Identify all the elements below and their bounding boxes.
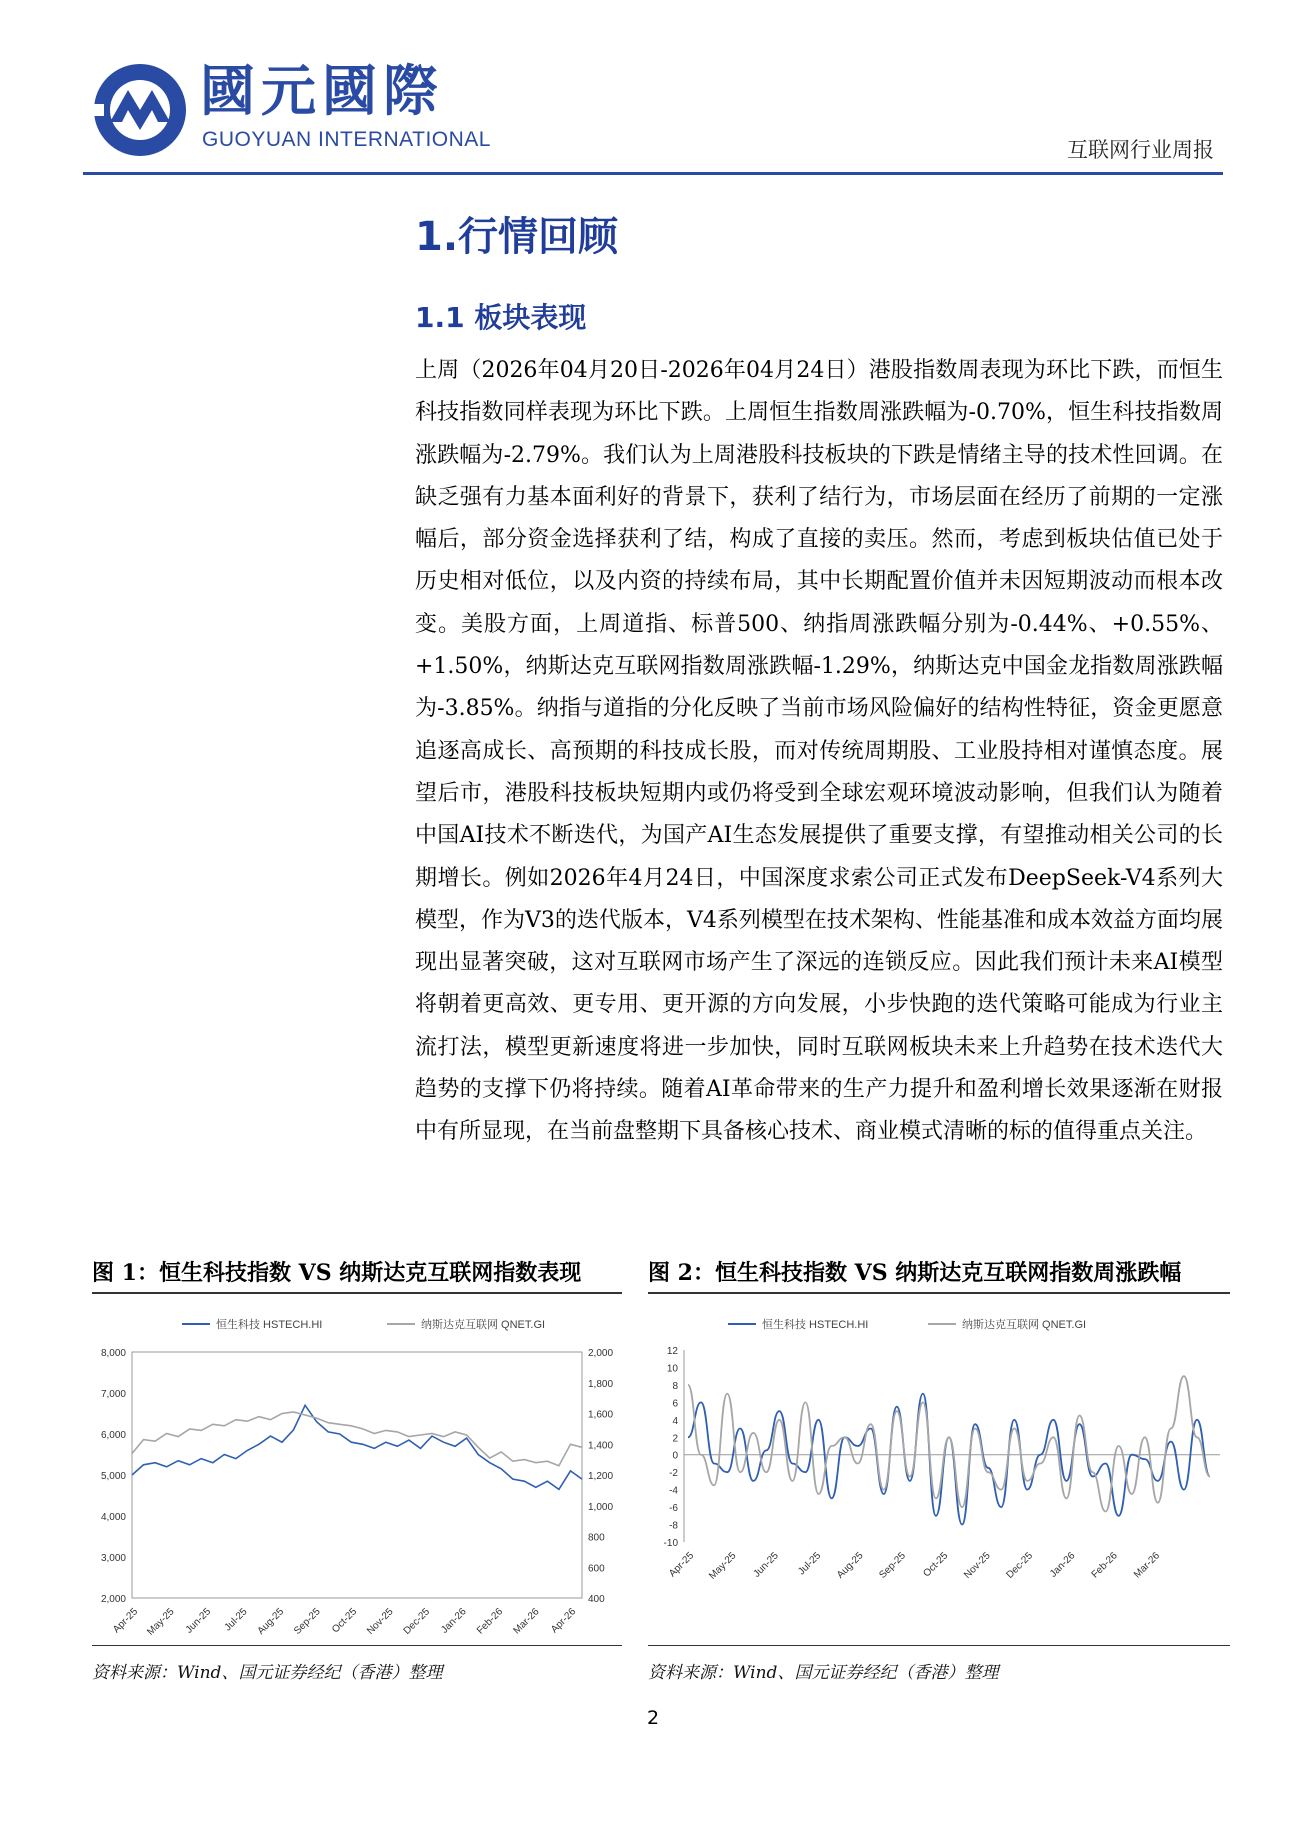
x-tick-label: Feb-26 xyxy=(1089,1550,1120,1581)
x-tick-label: Apr-25 xyxy=(111,1606,141,1636)
y-tick-label: 0 xyxy=(672,1450,678,1462)
x-tick-label: Jun-25 xyxy=(183,1606,214,1636)
y-tick-label: 10 xyxy=(666,1363,678,1375)
y-tick-label: 12 xyxy=(666,1346,678,1357)
figure-1-bottom-rule xyxy=(92,1645,622,1646)
y-right-tick-label: 1,200 xyxy=(588,1471,614,1482)
body-paragraph: 上周（2026年04月20日-2026年04月24日）港股指数周表现为环比下跌，而恒生科技指数同样表现为环比下跌。上周恒生指数周涨跌幅为-0.70%，恒生科技指数周涨跌幅为-2.79%。我们认为上周港股科技板块的下跌是情绪主导的技术性回调。在缺乏强有力基本面利好的背景下，获利了结行为，市场层面在经历了前期的一定涨幅后，部分资金选择获利了结，构成了直接的卖压。然而，考虑到板块估值已处于历史相对低位，以及内资的持续布局，其中长期配置价值并未因短期波动而根本改变。美股方面，上周道指、标普500、纳指周涨跌幅分别为-0.44%、+0.55%、+1.50%，纳斯达克互联网指数周涨跌幅-1.29%，纳斯达克中国金龙指数周涨跌幅为-3.85%。纳指与道指的分化反映了当前市场风险偏好的结构性特征，资金更愿意追逐高成长、高预期的科技成长股，而对传统周期股、工业股持相对谨慎态度。展望后市，港股科技板块短期内或仍将受到全球宏观环境波动影响，但我们认为随着中国AI技术不断迭代，为国产AI生态发展提供了重要支撑，有望推动相关公司的长期增长。例如2026年4月24日，中国深度求索公司正式发布DeepSeek-V4系列大模型，作为V3的迭代版本，V4系列模型在技术架构、性能基准和成本效益方面均展现出显著突破，这对互联网市场产生了深远的连锁反应。因此我们预计未来AI模型将朝着更高效、更专用、更开源的方向发展，小步快跑的迭代策略可能成为行业主流打法，模型更新速度将进一步加快，同时互联网板块未来上升趋势在技术迭代大趋势的支撑下仍将持续。随着AI革命带来的生产力提升和盈利增长效果逐渐在财报中有所显现，在当前盘整期下具备核心技术、商业模式清晰的标的值得重点关注。 xyxy=(415,358,1223,1145)
figure-2-caption: 图 2：恒生科技指数 VS 纳斯达克互联网指数周涨跌幅 xyxy=(648,1260,1182,1286)
x-tick-label: Aug-25 xyxy=(834,1550,866,1581)
x-tick-label: Sep-25 xyxy=(877,1550,908,1581)
x-tick-label: May-25 xyxy=(145,1606,177,1638)
y-tick-label: 8 xyxy=(672,1380,678,1392)
guoyuan-logo-icon xyxy=(90,60,190,160)
legend-label-1: 纳斯达克互联网 QNET.GI xyxy=(962,1319,1087,1331)
x-tick-label: Oct-25 xyxy=(921,1550,951,1580)
figure-2-bottom-rule xyxy=(648,1645,1230,1646)
y-right-tick-label: 800 xyxy=(588,1532,605,1544)
x-tick-label: Jul-25 xyxy=(222,1606,250,1634)
figure-2-top-rule xyxy=(648,1292,1230,1294)
y-right-tick-label: 1,400 xyxy=(588,1440,614,1452)
x-tick-label: Apr-25 xyxy=(667,1550,697,1580)
x-tick-label: Jul-25 xyxy=(796,1550,824,1578)
x-tick-label: Mar-26 xyxy=(511,1606,542,1637)
y-tick-label: 2 xyxy=(672,1433,678,1445)
figure-1-caption: 图 1：恒生科技指数 VS 纳斯达克互联网指数表现 xyxy=(92,1260,582,1286)
y-left-tick-label: 8,000 xyxy=(100,1348,126,1359)
x-tick-label: Sep-25 xyxy=(292,1606,323,1637)
y-right-tick-label: 1,800 xyxy=(588,1378,614,1390)
y-left-tick-label: 5,000 xyxy=(100,1471,126,1482)
x-tick-label: Nov-25 xyxy=(365,1606,396,1637)
series-line-0 xyxy=(688,1394,1210,1525)
y-tick-label: -2 xyxy=(669,1468,678,1480)
y-left-tick-label: 3,000 xyxy=(100,1553,126,1564)
y-left-tick-label: 7,000 xyxy=(100,1389,126,1400)
series-line-1 xyxy=(132,1412,582,1466)
x-tick-label: Jun-25 xyxy=(751,1550,781,1580)
x-tick-label: Aug-25 xyxy=(255,1606,287,1637)
subsection-title: 1.1 板块表现 xyxy=(415,301,587,334)
x-tick-label: Dec-25 xyxy=(1004,1550,1036,1581)
x-tick-label: Oct-25 xyxy=(330,1606,360,1636)
y-right-tick-label: 1,600 xyxy=(588,1409,614,1421)
figure-1-chart xyxy=(92,1300,622,1640)
legend-label-1: 纳斯达克互联网 QNET.GI xyxy=(421,1319,546,1331)
y-left-tick-label: 6,000 xyxy=(100,1430,126,1441)
y-left-tick-label: 2,000 xyxy=(100,1594,126,1605)
x-tick-label: Dec-25 xyxy=(401,1606,433,1637)
header-divider xyxy=(83,172,1223,175)
y-tick-label: -6 xyxy=(669,1503,678,1515)
y-tick-label: -10 xyxy=(663,1538,678,1549)
y-tick-label: 6 xyxy=(672,1398,678,1410)
x-tick-label: Apr-26 xyxy=(549,1606,579,1636)
y-left-tick-label: 4,000 xyxy=(100,1512,126,1523)
x-tick-label: Nov-25 xyxy=(962,1550,993,1581)
plot-area-frame xyxy=(132,1352,582,1598)
x-tick-label: Mar-26 xyxy=(1131,1550,1163,1581)
logo-english-text: GUOYUAN INTERNATIONAL xyxy=(202,128,491,151)
figure-2-source: 资料来源：Wind、国元证券经纪（香港）整理 xyxy=(648,1663,999,1683)
figure-2-chart xyxy=(648,1300,1230,1640)
series-line-0 xyxy=(132,1405,582,1489)
y-right-tick-label: 2,000 xyxy=(588,1348,614,1359)
y-right-tick-label: 400 xyxy=(588,1594,605,1605)
figure-1-top-rule xyxy=(92,1292,622,1294)
figure-1-source: 资料来源：Wind、国元证券经纪（香港）整理 xyxy=(92,1663,443,1683)
y-tick-label: -8 xyxy=(669,1520,678,1532)
x-tick-label: Feb-26 xyxy=(474,1606,506,1637)
y-tick-label: 4 xyxy=(672,1415,678,1427)
legend-label-0: 恒生科技 HSTECH.HI xyxy=(216,1319,323,1331)
y-right-tick-label: 1,000 xyxy=(588,1501,614,1513)
x-tick-label: Jan-26 xyxy=(1047,1550,1078,1580)
x-tick-label: Jan-26 xyxy=(439,1606,469,1636)
y-right-tick-label: 600 xyxy=(588,1563,605,1575)
report-type-label: 互联网行业周报 xyxy=(1067,138,1214,162)
series-line-1 xyxy=(688,1376,1210,1511)
logo-chinese-text: 國元國際 xyxy=(200,59,445,123)
x-tick-label: May-25 xyxy=(707,1550,739,1582)
y-tick-label: -4 xyxy=(669,1485,678,1497)
page-number: 2 xyxy=(646,1707,660,1729)
section-title: 1.行情回顾 xyxy=(415,214,619,260)
legend-label-0: 恒生科技 HSTECH.HI xyxy=(762,1319,869,1331)
